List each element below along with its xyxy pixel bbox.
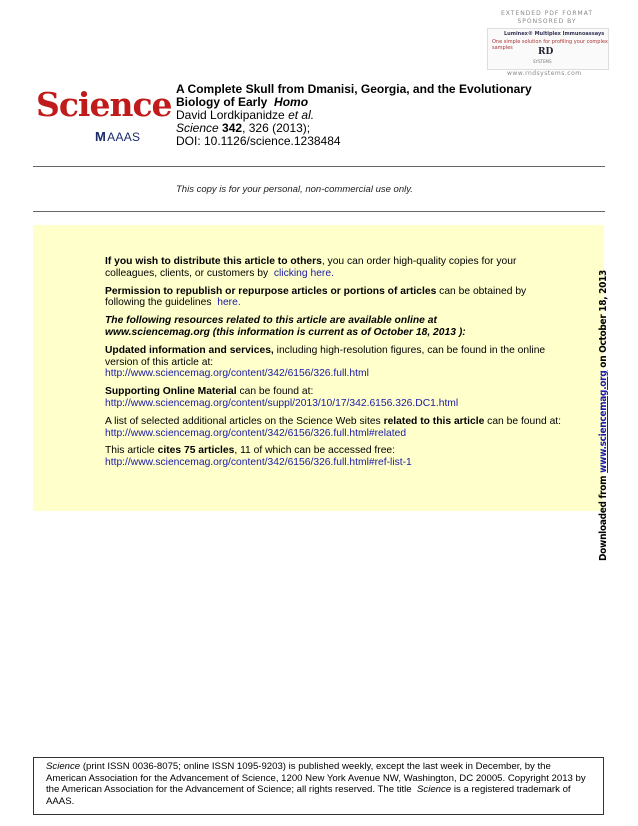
science-logo: Science bbox=[36, 85, 172, 124]
download-stamp bbox=[598, 270, 609, 561]
distribute-text: , you can order high-quality copies for your colleagues, clients, or customers by bbox=[105, 256, 517, 279]
sciencemag-link[interactable]: www.sciencemag.org bbox=[598, 370, 609, 473]
title-line-2: Biology of Early bbox=[176, 95, 268, 109]
authors-suffix: et al. bbox=[288, 108, 315, 122]
here-link[interactable]: here. bbox=[217, 297, 241, 309]
divider-bottom bbox=[33, 211, 605, 212]
ad-format-label: EXTENDED PDF FORMAT bbox=[500, 10, 594, 17]
ad-url[interactable]: www.rndsystems.com bbox=[507, 70, 582, 77]
footer-text: (print ISSN 0036-8075; online ISSN 1095-9203) is published weekly, except the last week in December, by the American Association for the Advancement of Science, 1200 New York Avenue NW, Washington, DC 20005. Copyright 2013 by the American Association for the Advancement of Science; all rights reserved. The title bbox=[46, 761, 586, 796]
related-paragraph bbox=[105, 416, 565, 440]
distribute-heading: If you wish to distribute this article to others bbox=[105, 256, 322, 267]
footer-text-2: is a registered trademark of AAAS. bbox=[46, 784, 571, 807]
footer-notice bbox=[33, 757, 604, 815]
divider-top bbox=[33, 166, 605, 167]
title-italic: Homo bbox=[274, 95, 309, 109]
updated-heading: Updated information and services, bbox=[105, 344, 274, 356]
article-doi: DOI: 10.1126/science.1238484 bbox=[176, 134, 341, 148]
citation-pages: , 326 (2013); bbox=[242, 121, 311, 135]
related-text-2: can be found at: bbox=[487, 415, 562, 427]
footer-journal: Science bbox=[46, 761, 81, 772]
updated-paragraph bbox=[105, 345, 565, 380]
resources-line-2: www.sciencemag.org (this information is current as of October 18, 2013 ): bbox=[105, 326, 466, 338]
download-date: on October 18, 2013 bbox=[598, 269, 609, 368]
cites-text: This article bbox=[105, 445, 155, 457]
authors-names: David Lordkipanidze bbox=[176, 108, 285, 122]
aaas-mark: M bbox=[95, 129, 107, 144]
download-prefix: Downloaded from bbox=[598, 475, 609, 561]
article-header bbox=[176, 83, 596, 148]
clicking-here-link[interactable]: clicking here. bbox=[273, 267, 334, 279]
resources-line-1: The following resources related to this article are available online at bbox=[105, 315, 437, 327]
cites-heading: cites 75 articles bbox=[157, 445, 235, 457]
ad-tagline: One simple solution for profiling your complex samples bbox=[492, 39, 608, 51]
supporting-link[interactable]: http://www.sciencemag.org/content/suppl/2013/10/17/342.6156.326.DC1.html bbox=[105, 397, 459, 409]
supporting-text: can be found at: bbox=[239, 386, 314, 398]
supporting-heading: Supporting Online Material bbox=[105, 386, 237, 398]
aaas-logo bbox=[95, 129, 140, 144]
ad-product: Luminex® Multiplex Immunoassays bbox=[504, 31, 605, 37]
ad-card[interactable] bbox=[487, 28, 609, 70]
permission-text: can be obtained by following the guidelines bbox=[105, 285, 527, 309]
citation-volume: 342 bbox=[222, 121, 243, 135]
cites-link[interactable]: http://www.sciencemag.org/content/342/6156/326.full.html#ref-list-1 bbox=[105, 457, 412, 469]
footer-title-italic: Science bbox=[417, 784, 452, 796]
distribute-paragraph bbox=[105, 256, 565, 280]
supporting-paragraph bbox=[105, 386, 565, 410]
article-title bbox=[176, 83, 596, 109]
related-text: A list of selected additional articles on the Science Web sites bbox=[105, 415, 381, 427]
copy-note: This copy is for your personal, non-commercial use only. bbox=[176, 184, 413, 195]
permission-paragraph bbox=[105, 286, 565, 310]
updated-text: including high-resolution figures, can be found in the online version of this article at: bbox=[105, 344, 546, 368]
ad-brand-logo: RD bbox=[538, 47, 554, 57]
aaas-text: AAAS bbox=[107, 130, 141, 144]
related-link[interactable]: http://www.sciencemag.org/content/342/6156/326.full.html#related bbox=[105, 427, 407, 439]
ad-brand-sub: SYSTEMS bbox=[533, 59, 552, 64]
cites-text-2: , 11 of which can be accessed free: bbox=[234, 445, 396, 457]
info-content bbox=[105, 256, 565, 475]
citation-journal: Science bbox=[176, 121, 219, 135]
ad-sponsor-label: SPONSORED BY bbox=[517, 18, 577, 25]
resources-heading bbox=[105, 315, 565, 339]
cites-paragraph bbox=[105, 445, 565, 469]
permission-heading: Permission to republish or repurpose articles or portions of articles bbox=[105, 285, 437, 297]
title-line-1: A Complete Skull from Dmanisi, Georgia, and the Evolutionary bbox=[176, 82, 532, 96]
related-heading: related to this article bbox=[383, 415, 485, 427]
updated-link[interactable]: http://www.sciencemag.org/content/342/6156/326.full.html bbox=[105, 368, 369, 380]
sponsor-ad[interactable] bbox=[487, 10, 607, 78]
